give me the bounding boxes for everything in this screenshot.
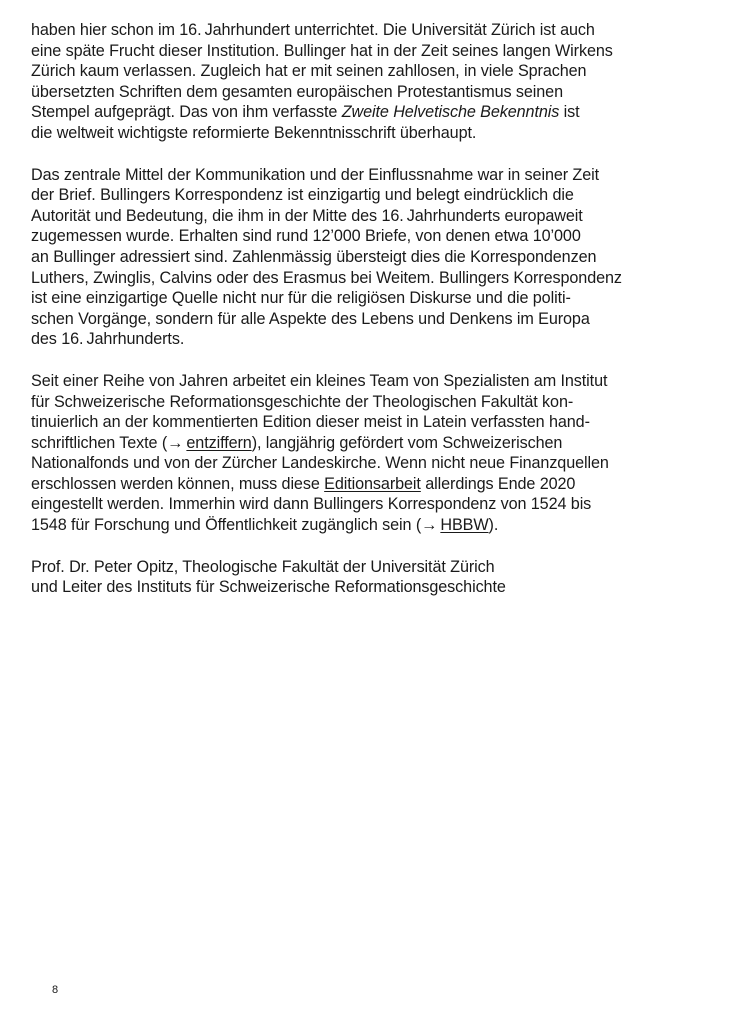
text-line xyxy=(31,226,711,247)
text-line xyxy=(31,309,711,330)
text-line xyxy=(31,165,711,186)
text-span: an Bullinger adressiert sind. Zahlenmässig übersteigt dies die Korrespondenzen xyxy=(31,247,597,266)
text-span: tinuierlich an der kommentierten Edition dieser meist in Latein verfassten hand- xyxy=(31,413,590,432)
text-span: und Leiter des Instituts für Schweizerische Reformationsgeschichte xyxy=(31,578,506,597)
text-span: für Schweizerische Reformationsgeschichte der Theologischen Fakultät kon- xyxy=(31,392,574,411)
text-span: die weltweit wichtigste reformierte Bekenntnisschrift überhaupt. xyxy=(31,123,477,142)
text-span: der Brief. Bullingers Korrespondenz ist einzigartig und belegt eindrücklich die xyxy=(31,186,574,205)
text-span: Prof. Dr. Peter Opitz, Theologische Fakultät der Universität Zürich xyxy=(31,557,495,576)
link-entziffern[interactable]: entziffern xyxy=(186,433,252,452)
text-span: Autorität und Bedeutung, die ihm in der Mitte des 16. Jahrhunderts europaweit xyxy=(31,206,583,225)
text-span: 1548 für Forschung und Öffentlichkeit zugänglich sein (→ xyxy=(31,516,441,535)
text-line xyxy=(31,557,711,578)
text-line xyxy=(31,206,711,227)
link-editionsarbeit[interactable]: Editionsarbeit xyxy=(324,474,421,493)
text-line xyxy=(31,453,711,474)
text-span: Stempel aufgeprägt. Das von ihm verfasste xyxy=(31,103,342,122)
text-line xyxy=(31,515,711,536)
text-line xyxy=(31,41,711,62)
text-line xyxy=(31,82,711,103)
paragraph-3 xyxy=(31,371,711,536)
text-span: ). xyxy=(488,516,499,535)
text-line xyxy=(31,185,711,206)
text-line xyxy=(31,474,711,495)
text-span: allerdings Ende 2020 xyxy=(420,474,576,493)
text-line xyxy=(31,329,711,350)
text-span: des 16. Jahrhunderts. xyxy=(31,330,185,349)
text-line xyxy=(31,494,711,515)
page-number: 8 xyxy=(52,984,59,996)
text-span: Luthers, Zwinglis, Calvins oder des Erasmus bei Weitem. Bullingers Korrespondenz xyxy=(31,268,622,287)
text-line xyxy=(31,371,711,392)
text-span: Zürich kaum verlassen. Zugleich hat er mit seinen zahllosen, in viele Sprachen xyxy=(31,62,587,81)
text-line xyxy=(31,61,711,82)
text-span: ist xyxy=(559,103,580,122)
link-hbbw[interactable]: HBBW xyxy=(440,516,489,535)
text-span: Das zentrale Mittel der Kommunikation und der Einflussnahme war in seiner Zeit xyxy=(31,165,600,184)
text-span: zugemessen wurde. Erhalten sind rund 12’000 Briefe, von denen etwa 10’000 xyxy=(31,227,581,246)
text-line xyxy=(31,268,711,289)
text-span: ), langjährig gefördert vom Schweizerischen xyxy=(251,433,563,452)
emphasized-title: Zweite Helvetische Bekenntnis xyxy=(341,103,560,122)
text-line xyxy=(31,392,711,413)
text-line xyxy=(31,102,711,123)
text-span: eingestellt werden. Immerhin wird dann Bullingers Korrespondenz von 1524 bis xyxy=(31,495,592,514)
text-span: haben hier schon im 16. Jahrhundert unterrichtet. Die Universität Zürich ist auch xyxy=(31,21,595,39)
paragraph-2 xyxy=(31,165,711,350)
text-span: schen Vorgänge, sondern für alle Aspekte des Lebens und Denkens im Europa xyxy=(31,309,590,328)
text-line xyxy=(31,288,711,309)
paragraph-1 xyxy=(31,20,711,144)
text-span: übersetzten Schriften dem gesamten europäischen Protestantismus seinen xyxy=(31,82,563,101)
text-line xyxy=(31,20,711,41)
text-span: Nationalfonds und von der Zürcher Landeskirche. Wenn nicht neue Finanzquellen xyxy=(31,454,609,473)
text-line xyxy=(31,577,711,598)
text-span: erschlossen werden können, muss diese xyxy=(31,474,325,493)
text-span: ist eine einzigartige Quelle nicht nur für die religiösen Diskurse und die politi- xyxy=(31,289,571,308)
text-line xyxy=(31,247,711,268)
text-line xyxy=(31,412,711,433)
paragraph-4 xyxy=(31,557,711,598)
text-span: eine späte Frucht dieser Institution. Bullinger hat in der Zeit seines langen Wirkens xyxy=(31,41,613,60)
body-text xyxy=(31,20,711,619)
text-line xyxy=(31,433,711,454)
text-span: Seit einer Reihe von Jahren arbeitet ein kleines Team von Spezialisten am Institut xyxy=(31,371,608,390)
text-span: schriftlichen Texte (→ xyxy=(31,433,187,452)
text-line xyxy=(31,123,711,144)
